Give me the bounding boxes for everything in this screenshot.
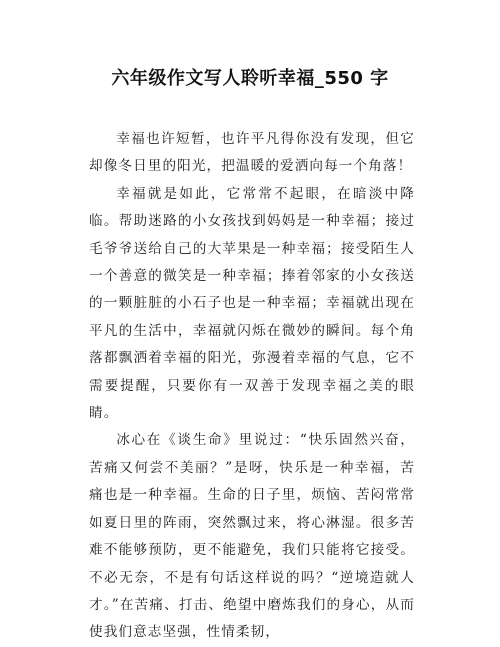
document-title: 六年级作文写人聆听幸福_550 字 — [111, 68, 389, 89]
paragraph-3: 冰心在《谈生命》里说过：“快乐固然兴奋，苦痛又何尝不美丽？”是呀，快乐是一种幸福，苦痛也是一种幸福。生命的日子里，烦恼、苦闷常常如夏日里的阵雨，突然飘过来，将心淋湿。很多苦难不能够预防，更不能避免，我们只能将它接受。不必无奈，不是有句话这样说的吗？“逆境造就人才。”在苦痛、打击、绝望中磨炼我们的身心，从而使我们意志坚强，性情柔韧， — [89, 432, 415, 641]
paragraph-2: 幸福就是如此，它常常不起眼，在暗淡中降临。帮助迷路的小女孩找到妈妈是一种幸福；接过毛爷爷送给自己的大苹果是一种幸福；接受陌生人一个善意的微笑是一种幸福；捧着邻家的小女孩送的一颗脏脏的小石子也是一种幸福；幸福就出现在平凡的生活中，幸福就闪烁在微妙的瞬间。每个角落都飘洒着幸福的阳光，弥漫着幸福的气息，它不需要提醒，只要你有一双善于发现幸福之美的眼睛。 — [89, 185, 415, 422]
document-body — [89, 126, 415, 647]
paragraph-1: 幸福也许短暂，也许平凡得你没有发现，但它却像冬日里的阳光，把温暖的爱洒向每一个角落！ — [89, 131, 415, 175]
